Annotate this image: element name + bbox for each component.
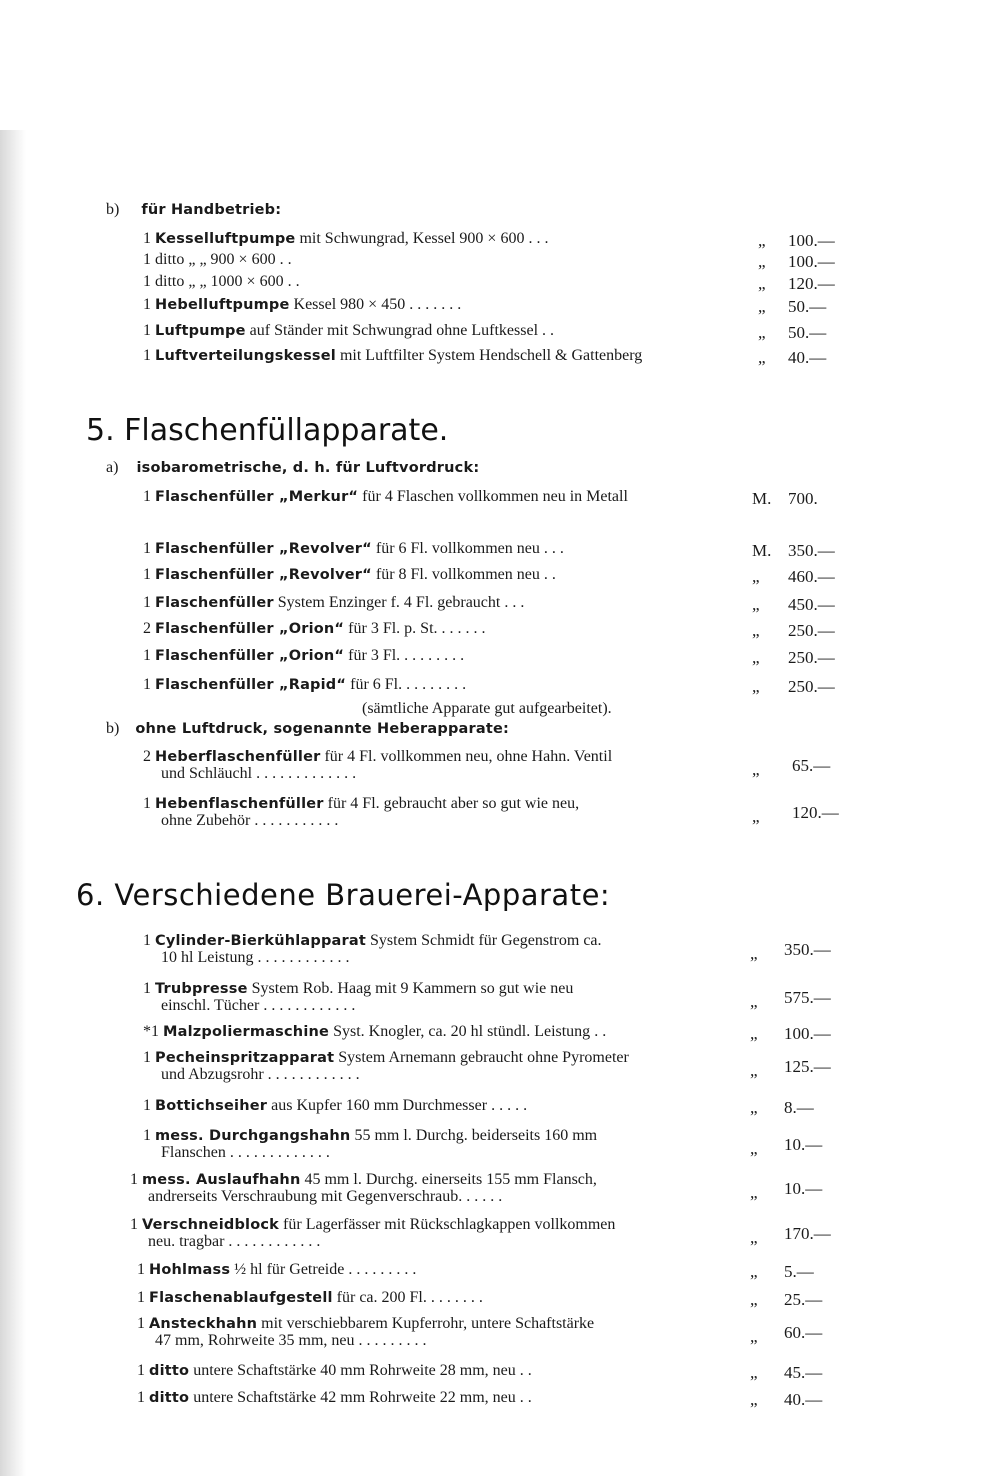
item-unit: „ (758, 323, 766, 342)
item-line (143, 488, 628, 506)
item-line (137, 1261, 416, 1279)
item-line (137, 1362, 532, 1380)
item-qty: 1 (130, 1171, 138, 1188)
item-line (137, 1289, 483, 1307)
item-qty: 1 (143, 594, 151, 611)
item-dots: . . . . . . . . . . . . . (229, 1144, 330, 1161)
item-unit: „ (750, 1327, 758, 1346)
item-price: 40.— (784, 1390, 823, 1409)
item-unit: M. (752, 489, 772, 508)
item-unit: M. (752, 541, 772, 560)
item-description: Syst. Knogler, ca. 20 hl stündl. Leistung (333, 1023, 591, 1040)
item-qty: 2 (143, 748, 151, 765)
item-unit: „ (750, 1290, 758, 1309)
item-line (143, 347, 642, 365)
item-qty: 1 (137, 1289, 145, 1306)
item-line (143, 1049, 629, 1067)
item-line (137, 1315, 594, 1333)
item-description: für 4 Fl. gebraucht aber so gut wie neu, (327, 795, 580, 812)
item-name: ditto (149, 1363, 190, 1379)
item-line (143, 795, 579, 813)
item-price: 575.— (784, 988, 831, 1007)
item-price: 100.— (784, 1024, 831, 1043)
item-name: Flaschenfüller „Revolver“ (155, 567, 372, 583)
item-unit: „ (750, 1098, 758, 1117)
item-name: Hebenflaschenfüller (155, 796, 324, 812)
item-line-2 (161, 812, 338, 829)
item-price: 60.— (784, 1323, 823, 1342)
item-qty: 1 (143, 647, 151, 664)
item-dots: . . . . . . (441, 620, 486, 637)
item-line-2 (161, 949, 349, 966)
item-qty: 1 (143, 273, 151, 290)
item-qty: 1 (137, 1261, 145, 1278)
item-unit: „ (750, 1024, 758, 1043)
item-price: 250.— (788, 648, 835, 667)
item-dots: . . (542, 322, 555, 339)
item-unit: „ (752, 621, 760, 640)
item-price: 120.— (792, 803, 839, 822)
item-line (130, 1171, 597, 1189)
item-name: Flaschenfüller „Orion“ (155, 648, 345, 664)
page-edge-shadow (0, 130, 26, 1476)
item-description-2: ohne Zubehör (161, 812, 251, 829)
item-line (143, 296, 461, 314)
item-name: Flaschenfüller „Rapid“ (155, 677, 347, 693)
item-qty: 1 (143, 566, 151, 583)
item-price: 125.— (784, 1057, 831, 1076)
item-unit: „ (750, 1228, 758, 1247)
item-unit: „ (750, 1390, 758, 1409)
item-description: mit verschiebbarem Kupferrohr, untere Schaftstärke (261, 1315, 595, 1332)
item-name: Flaschenfüller „Orion“ (155, 621, 345, 637)
item-name: Bottichseiher (155, 1098, 268, 1114)
item-description: für Lagerfässer mit Rückschlagkappen vollkommen (283, 1216, 616, 1233)
item-line (143, 566, 556, 584)
item-dots: . . (543, 566, 556, 583)
item-description-2: 47 mm, Rohrweite 35 mm, neu (155, 1332, 355, 1349)
item-qty: 1 (130, 1216, 138, 1233)
item-description: aus Kupfer 160 mm Durchmesser (271, 1097, 488, 1114)
item-description: für 3 Fl. p. St. (348, 620, 438, 637)
item-qty: 1 (137, 1362, 145, 1379)
item-line-2 (161, 1066, 360, 1083)
section-5b-heading (106, 720, 509, 738)
item-price: 40.— (788, 348, 827, 367)
item-description: mit Luftfilter System Hendschell & Gattenberg (339, 347, 643, 364)
item-unit: „ (758, 348, 766, 367)
item-description: auf Ständer mit Schwungrad ohne Luftkessel (249, 322, 539, 339)
item-name: Flaschenfüller „Merkur“ (155, 489, 359, 505)
item-price: 250.— (788, 677, 835, 696)
item-qty: 1 (143, 980, 151, 997)
item-unit: „ (752, 595, 760, 614)
item-unit: „ (758, 252, 766, 271)
item-name: Trubpresse (155, 981, 248, 997)
item-qty: 1 (143, 795, 151, 812)
item-line (143, 748, 612, 766)
item-qty: 1 (143, 1127, 151, 1144)
item-unit: „ (758, 274, 766, 293)
item-qty: 1 (137, 1315, 145, 1332)
item-description: für ca. 200 Fl. (336, 1289, 427, 1306)
item-unit: „ (752, 567, 760, 586)
item-qty: 1 (143, 251, 151, 268)
item-name: Malzpoliermaschine (163, 1024, 330, 1040)
item-unit: „ (750, 1061, 758, 1080)
item-unit: „ (750, 1262, 758, 1281)
item-unit: „ (752, 648, 760, 667)
item-dots: . . . (528, 230, 549, 247)
section-5a-label: a) (106, 459, 119, 476)
item-dots: . . (594, 1023, 607, 1040)
item-dots: . . . . . (466, 1188, 503, 1205)
item-qty: *1 (143, 1023, 159, 1040)
item-description-2: einschl. Tücher (161, 997, 260, 1014)
item-line-2 (161, 997, 355, 1014)
item-price: 170.— (784, 1224, 831, 1243)
item-unit: „ (758, 231, 766, 250)
item-qty: 1 (143, 1049, 151, 1066)
item-description: ditto „ „ 1000 × 600 (155, 273, 284, 290)
item-dots: . . . . . . . . . . . . (267, 1066, 360, 1083)
section-b-title: für Handbetrieb: (141, 202, 282, 218)
section-5b-label: b) (106, 720, 120, 737)
item-dots: . . . . . . . . . . . . (263, 997, 356, 1014)
item-description: Kessel 980 × 450 (293, 296, 406, 313)
item-line (143, 932, 602, 950)
item-price: 250.— (788, 621, 835, 640)
item-description: 55 mm l. Durchg. beiderseits 160 mm (354, 1127, 598, 1144)
item-name: Hohlmass (149, 1262, 231, 1278)
section-b-label: b) (106, 201, 120, 218)
item-price: 8.— (784, 1098, 814, 1117)
item-line (143, 230, 548, 248)
item-name: mess. Durchgangshahn (155, 1128, 351, 1144)
item-dots: . . . . . . . (430, 1289, 483, 1306)
item-price: 120.— (788, 274, 835, 293)
item-description: System Rob. Haag mit 9 Kammern so gut wie neu (251, 980, 574, 997)
item-line-2 (161, 1144, 330, 1161)
item-description-2: und Schläuchl (161, 765, 253, 782)
item-unit: „ (752, 760, 760, 779)
item-dots: . . . . . . . . . (358, 1332, 427, 1349)
item-dots: . . (287, 273, 300, 290)
section-5a-title: isobarometrische, d. h. für Luftvordruck: (136, 460, 480, 476)
item-description: für 3 Fl. (348, 647, 401, 664)
section-5-note: (sämtliche Apparate gut aufgearbeitet). (362, 700, 612, 717)
item-name: Flaschenfüller „Revolver“ (155, 541, 372, 557)
item-dots: . . . . . . . . . . . . . (256, 765, 357, 782)
item-qty: 1 (137, 1389, 145, 1406)
section-6-title: 6. Verschiedene Brauerei-Apparate: (76, 878, 611, 912)
item-dots: . . (279, 251, 292, 268)
item-name: Flaschenablaufgestell (149, 1290, 333, 1306)
item-price: 700. (788, 489, 818, 508)
item-line (143, 647, 464, 665)
item-dots: . . . . . . . . . . . (254, 812, 339, 829)
item-price: 25.— (784, 1290, 823, 1309)
item-line (143, 620, 486, 638)
item-qty: 1 (143, 296, 151, 313)
item-dots: . . . . . . . . . . . . (228, 1233, 321, 1250)
item-name: Heberflaschenfüller (155, 749, 321, 765)
item-price: 100.— (788, 231, 835, 250)
item-line (143, 251, 292, 268)
item-description: System Enzinger f. 4 Fl. gebraucht (277, 594, 501, 611)
item-line (143, 1127, 597, 1145)
item-dots: . . . . . . . (409, 296, 462, 313)
item-price: 65.— (792, 756, 831, 775)
item-description: System Schmidt für Gegenstrom ca. (370, 932, 602, 949)
item-description: für 4 Fl. vollkommen neu, ohne Hahn. Ventil (324, 748, 613, 765)
item-line (130, 1216, 615, 1234)
item-line-2 (161, 765, 356, 782)
item-line (143, 676, 466, 694)
item-line-2 (148, 1233, 320, 1250)
item-qty: 1 (143, 347, 151, 364)
item-qty: 1 (143, 540, 151, 557)
item-dots: . . . . . . . . . (348, 1261, 417, 1278)
section-5a-heading (106, 459, 479, 477)
item-name: Luftverteilungskessel (155, 348, 336, 364)
item-name: Verschneidblock (142, 1217, 280, 1233)
item-qty: 1 (143, 488, 151, 505)
item-description: für 4 Flaschen vollkommen neu in Metall (362, 488, 628, 505)
item-line (143, 273, 300, 290)
item-description: untere Schaftstärke 40 mm Rohrweite 28 mm, neu (193, 1362, 516, 1379)
item-price: 5.— (784, 1262, 814, 1281)
item-line (143, 322, 554, 340)
item-dots: . . . . . . . . . . . . (257, 949, 350, 966)
item-description-2: andrerseits Verschraubung mit Gegenverschraub. (148, 1188, 463, 1205)
item-description: für 8 Fl. vollkommen neu (375, 566, 540, 583)
item-line (143, 1097, 527, 1115)
item-line (143, 540, 564, 558)
item-qty: 2 (143, 620, 151, 637)
item-description: ½ hl für Getreide (234, 1261, 345, 1278)
item-line (143, 980, 573, 998)
item-price: 350.— (788, 541, 835, 560)
item-unit: „ (752, 677, 760, 696)
item-description: mit Schwungrad, Kessel 900 × 600 (299, 230, 525, 247)
item-unit: „ (758, 297, 766, 316)
item-unit: „ (750, 1183, 758, 1202)
item-price: 350.— (784, 940, 831, 959)
item-price: 450.— (788, 595, 835, 614)
item-price: 45.— (784, 1363, 823, 1382)
item-description: für 6 Fl. (350, 676, 403, 693)
item-dots: . . . (504, 594, 525, 611)
item-qty: 1 (143, 230, 151, 247)
item-price: 100.— (788, 252, 835, 271)
item-description: 45 mm l. Durchg. einerseits 155 mm Flansch, (304, 1171, 597, 1188)
item-dots: . . . . . . . . (404, 647, 465, 664)
item-dots: . . (519, 1362, 532, 1379)
item-description-2: Flanschen (161, 1144, 226, 1161)
item-price: 10.— (784, 1179, 823, 1198)
item-name: mess. Auslaufhahn (142, 1172, 301, 1188)
item-dots: . . . . . (491, 1097, 528, 1114)
item-unit: „ (750, 992, 758, 1011)
item-price: 460.— (788, 567, 835, 586)
item-name: ditto (149, 1390, 190, 1406)
item-unit: „ (750, 1363, 758, 1382)
item-name: Cylinder-Bierkühlapparat (155, 933, 367, 949)
item-line-2 (148, 1188, 502, 1205)
item-unit: „ (752, 807, 760, 826)
item-name: Ansteckhahn (149, 1316, 258, 1332)
item-qty: 1 (143, 1097, 151, 1114)
item-description: für 6 Fl. vollkommen neu (375, 540, 540, 557)
item-description-2: 10 hl Leistung (161, 949, 254, 966)
item-description-2: neu. tragbar (148, 1233, 225, 1250)
item-dots: . . . . . . . . (406, 676, 467, 693)
item-line-2 (155, 1332, 427, 1349)
item-line (143, 1023, 606, 1041)
item-price: 10.— (784, 1135, 823, 1154)
item-name: Pecheinspritzapparat (155, 1050, 335, 1066)
item-dots: . . . (543, 540, 564, 557)
item-price: 50.— (788, 297, 827, 316)
item-dots: . . (519, 1389, 532, 1406)
item-name: Luftpumpe (155, 323, 246, 339)
item-unit: „ (750, 944, 758, 963)
item-line (137, 1389, 532, 1407)
item-name: Kesselluftpumpe (155, 231, 296, 247)
item-qty: 1 (143, 676, 151, 693)
item-price: 50.— (788, 323, 827, 342)
item-line (143, 594, 524, 612)
item-qty: 1 (143, 322, 151, 339)
item-description: untere Schaftstärke 42 mm Rohrweite 22 mm, neu (193, 1389, 516, 1406)
item-qty: 1 (143, 932, 151, 949)
section-b-heading (106, 201, 281, 219)
item-name: Hebelluftpumpe (155, 297, 290, 313)
section-5b-title: ohne Luftdruck, sogenannte Heberapparate: (135, 721, 510, 737)
item-unit: „ (750, 1139, 758, 1158)
item-name: Flaschenfüller (155, 595, 274, 611)
item-description-2: und Abzugsrohr (161, 1066, 264, 1083)
item-description: System Arnemann gebraucht ohne Pyrometer (338, 1049, 629, 1066)
item-description: ditto „ „ 900 × 600 (155, 251, 276, 268)
section-5-title: 5. Flaschenfüllapparate. (86, 413, 449, 448)
